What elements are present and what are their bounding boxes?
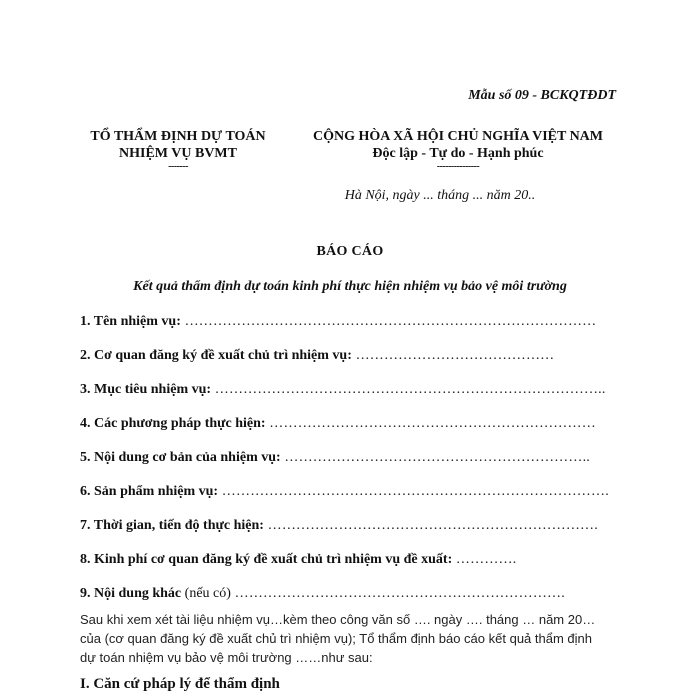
item-fill: …………………………………………………………… — [265, 416, 596, 431]
item-label: 9. Nội dung khác — [80, 586, 182, 601]
issuing-body-rule: ------- — [168, 161, 188, 172]
paragraph-line: của (cơ quan đăng ký đề xuất chủ trì nhiệm vụ); Tổ thẩm định báo cáo kết quả thẩm định — [80, 631, 592, 646]
national-title: CỘNG HÒA XÃ HỘI CHỦ NGHĨA VIỆT NAM — [312, 129, 603, 144]
item-label: 2. Cơ quan đăng ký đề xuất chủ trì nhiệm vụ: — [80, 348, 352, 363]
paragraph-line: Sau khi xem xét tài liệu nhiệm vụ…kèm theo công văn số …. ngày …. tháng … năm 20… — [80, 612, 596, 627]
form-code: Mẫu số 09 - BCKQTĐDT — [468, 88, 616, 103]
form-item — [80, 415, 640, 449]
issuing-body-header — [78, 128, 278, 172]
item-label: 6. Sản phẩm nhiệm vụ: — [80, 484, 219, 499]
issuing-body-line1: TỔ THẨM ĐỊNH DỰ TOÁN — [90, 129, 266, 144]
item-fill: …………. — [452, 552, 517, 567]
form-item — [80, 347, 640, 381]
intro-paragraph — [80, 610, 640, 667]
national-motto: Độc lập - Tự do - Hạnh phúc — [372, 146, 544, 161]
item-fill: ……………………………………………………………………….. — [211, 382, 606, 397]
item-label: 8. Kinh phí cơ quan đăng ký đề xuất chủ trì nhiệm vụ đề xuất: — [80, 552, 453, 567]
item-fill: …………………………………… — [351, 348, 555, 363]
item-fill: ………………………………………………………………………. — [218, 484, 609, 499]
place-date: Hà Nội, ngày ... tháng ... năm 20.. — [344, 188, 536, 203]
form-item — [80, 449, 640, 483]
form-items — [80, 313, 640, 619]
paragraph-line: dự toán nhiệm vụ bảo vệ môi trường ……như sau: — [80, 650, 373, 665]
section-heading: I. Căn cứ pháp lý để thẩm định — [80, 676, 280, 692]
item-label: 1. Tên nhiệm vụ: — [80, 314, 181, 329]
item-fill: ……………………………………………………………. — [263, 518, 598, 533]
form-item — [80, 313, 640, 347]
national-rule: --------------- — [436, 161, 480, 172]
item-note: (nếu có) — [181, 586, 231, 601]
item-label: 4. Các phương pháp thực hiện: — [80, 416, 266, 431]
national-header — [288, 128, 628, 172]
item-fill: ……………………………………………………………. — [230, 586, 565, 601]
item-fill: ……………………………………………………….. — [280, 450, 590, 465]
form-item — [80, 483, 640, 517]
form-item — [80, 381, 640, 415]
form-item — [80, 551, 640, 585]
form-item — [80, 517, 640, 551]
issuing-body-line2: NHIỆM VỤ BVMT — [119, 146, 237, 161]
item-label: 5. Nội dung cơ bản của nhiệm vụ: — [80, 450, 281, 465]
document-title: BÁO CÁO — [316, 244, 384, 259]
item-label: 7. Thời gian, tiến độ thực hiện: — [80, 518, 264, 533]
document-subtitle: Kết quả thẩm định dự toán kinh phí thực hiện nhiệm vụ bảo vệ môi trường — [133, 279, 567, 294]
item-label: 3. Mục tiêu nhiệm vụ: — [80, 382, 212, 397]
item-fill: …………………………………………………………………………… — [180, 314, 597, 329]
